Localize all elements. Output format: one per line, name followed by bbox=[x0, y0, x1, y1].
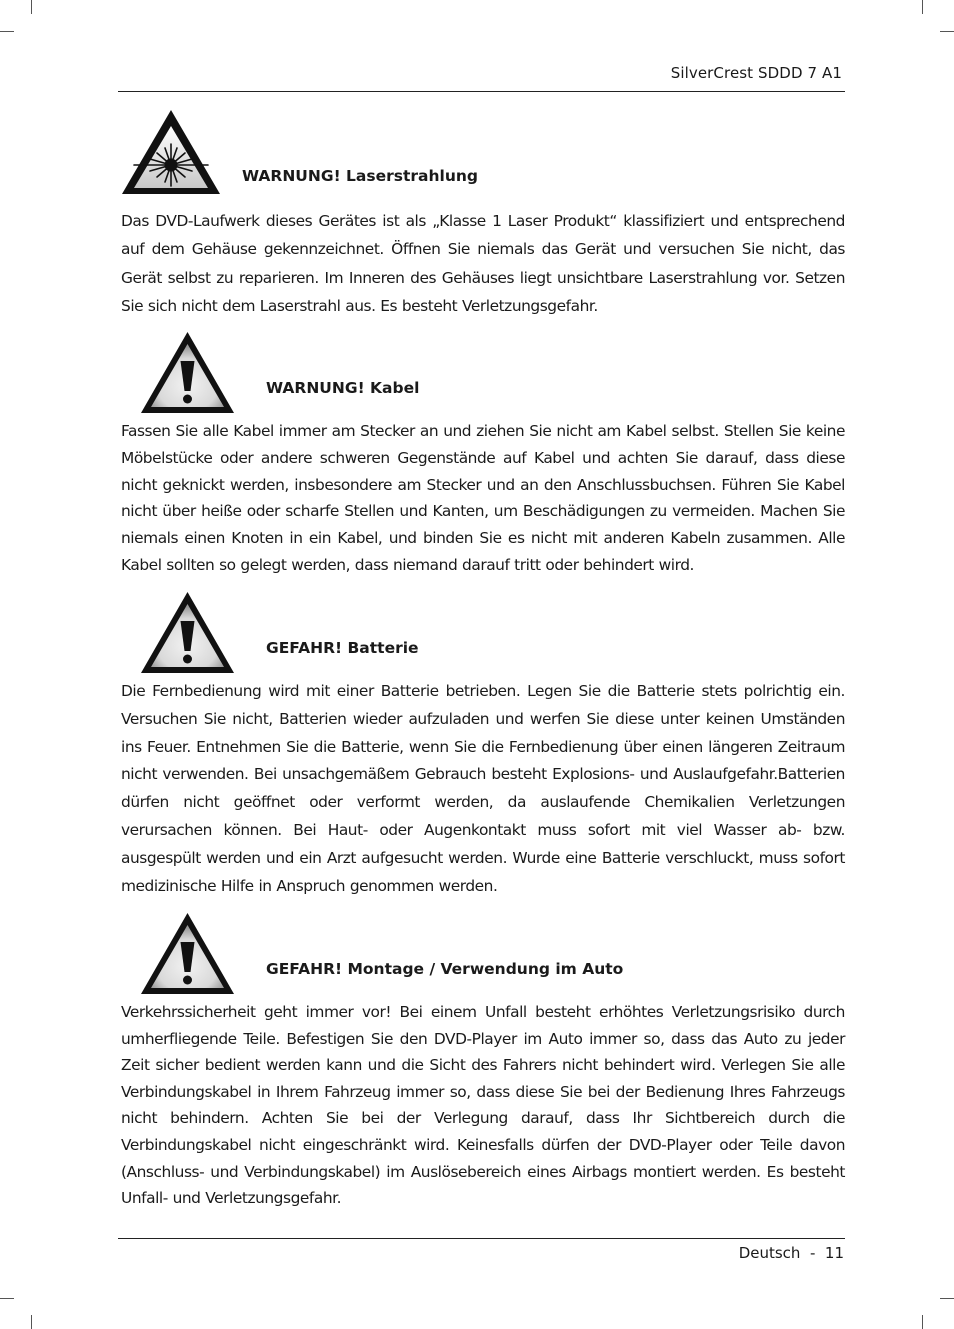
section-car-mounting-danger bbox=[121, 911, 845, 1211]
exclamation-warning-icon bbox=[139, 911, 236, 996]
laser-warning-icon bbox=[120, 108, 222, 196]
crop-mark bbox=[940, 1298, 954, 1299]
crop-mark bbox=[0, 1298, 14, 1299]
page-number-label: Deutsch - 11 bbox=[738, 1244, 844, 1262]
crop-mark bbox=[922, 1315, 923, 1329]
header-rule bbox=[118, 91, 845, 92]
section-body: Verkehrssicherheit geht immer vor! Bei einem Unfall besteht erhöhtes Verletzungsrisiko durch umherfliegende Teile. Befestigen Sie den DVD-Player im Auto immer so, dass das Auto zu jeder Zeit sicher bedient werden kann und die Sicht des Fahrers nicht behindert wird. Verlegen Sie alle Verbindungskabel in Ihrem Fahrzeug immer so, dass diese Sie bei der Bedienung Ihres Fahrzeugs nicht behindern. Achten Sie bei der Verlegung darauf, dass Ihr Sichtbereich durch die Verbindungskabel nicht eingeschränkt wird. Keinesfalls dürfen der DVD-Player oder Teile davon (Anschluss- und Verbindungskabel) im Auslösebereich eines Airbags montiert werden. Es besteht Unfall- und Verletzungsgefahr. bbox=[121, 1003, 845, 1208]
section-title: GEFAHR! Batterie bbox=[266, 639, 419, 657]
crop-mark bbox=[0, 31, 14, 32]
exclamation-warning-icon bbox=[139, 330, 236, 415]
exclamation-warning-icon bbox=[139, 590, 236, 675]
document-header-title: SilverCrest SDDD 7 A1 bbox=[670, 64, 842, 82]
section-laser-warning bbox=[121, 108, 845, 320]
crop-mark bbox=[31, 0, 32, 14]
crop-mark bbox=[31, 1315, 32, 1329]
section-body: Das DVD-Laufwerk dieses Gerätes ist als „Klasse 1 Laser Produkt“ klassifiziert und entsprechend auf dem Gehäuse gekennzeichnet. Öffnen Sie niemals das Gerät und versuchen Sie nicht, das Gerät selbst zu reparieren. Im Inneren des Gehäuses liegt unsichtbare Laserstrahlung vor. Setzen Sie sich nicht dem Laserstrahl aus. Es besteht Verletzungsgefahr. bbox=[121, 212, 845, 315]
footer-rule bbox=[118, 1238, 845, 1239]
section-title: WARNUNG! Laserstrahlung bbox=[242, 167, 479, 185]
crop-mark bbox=[940, 31, 954, 32]
section-battery-danger bbox=[121, 590, 845, 900]
crop-mark bbox=[922, 0, 923, 14]
section-title: GEFAHR! Montage / Verwendung im Auto bbox=[266, 960, 624, 978]
section-cable-warning bbox=[121, 330, 845, 580]
section-body: Die Fernbedienung wird mit einer Batterie betrieben. Legen Sie die Batterie stets polrichtig ein. Versuchen Sie nicht, Batterien wieder aufzuladen und werfen Sie diese unter keinen Umständen ins Feuer. Entnehmen Sie die Batterie, wenn Sie die Fernbedienung über einen längeren Zeitraum nicht verwenden. Bei unsachgemäßem Gebrauch besteht Explosions- und Auslaufgefahr.Batterien dürfen nicht geöffnet oder verformt werden, da auslaufende Chemikalien Verletzungen verursachen können. Bei Haut- oder Augenkontakt muss sofort mit viel Wasser ab- bzw. ausgespült werden und ein Arzt aufgesucht werden. Wurde eine Batterie verschluckt, muss sofort medizinische Hilfe in Anspruch genommen werden. bbox=[121, 682, 845, 895]
section-title: WARNUNG! Kabel bbox=[266, 379, 420, 397]
section-body: Fassen Sie alle Kabel immer am Stecker an und ziehen Sie nicht am Kabel selbst. Stellen Sie keine Möbelstücke oder andere schweren Gegenstände auf Kabel und achten Sie darauf, dass diese nicht geknickt werden, insbesondere am Stecker und an den Anschlussbuchsen. Führen Sie Kabel nicht über heiße oder scharfe Stellen und Kanten, um Beschädigungen zu vermeiden. Machen Sie niemals einen Knoten in ein Kabel, und binden Sie es nicht mit anderen Kabeln zusammen. Alle Kabel sollten so gelegt werden, dass niemand darauf tritt oder behindert wird. bbox=[121, 422, 845, 574]
